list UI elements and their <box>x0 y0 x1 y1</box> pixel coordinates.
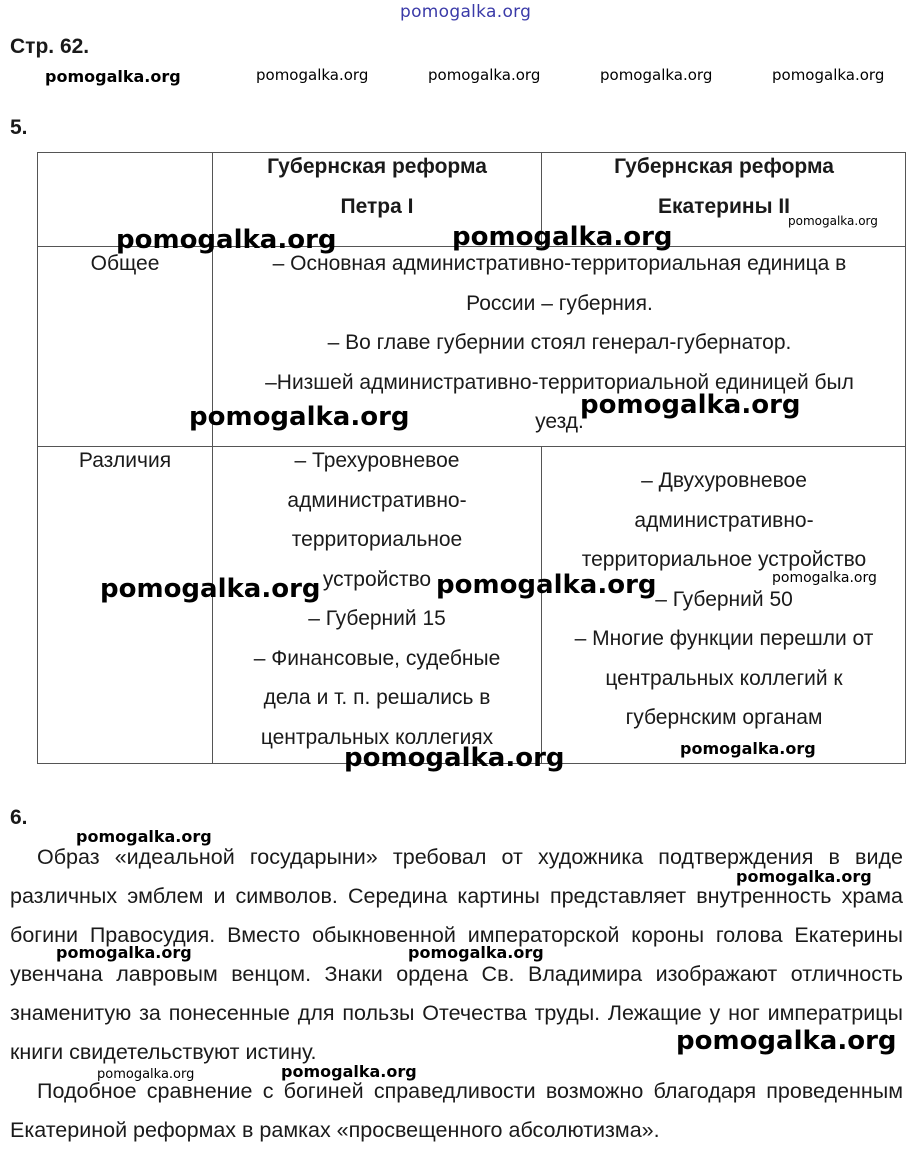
common-line: – Основная административно-территориальная единица в <box>272 252 847 275</box>
difference-line: административно- <box>634 508 814 532</box>
row-label-differences: Различия <box>78 449 172 472</box>
watermark: pomogalka.org <box>100 574 321 604</box>
common-line: –Низшей административно-территориальной единицей был <box>265 370 854 394</box>
watermark: pomogalka.org <box>76 827 212 846</box>
difference-line: административно- <box>287 488 467 512</box>
watermark: pomogalka.org <box>344 743 565 773</box>
watermark: pomogalka.org <box>56 943 192 962</box>
difference-line: – Двухуровневое <box>641 469 807 492</box>
task-6-number: 6. <box>10 806 28 829</box>
difference-line: центральных коллегий к <box>605 666 843 690</box>
watermark: pomogalka.org <box>676 1026 897 1056</box>
difference-line: – Трехуровневое <box>294 449 460 472</box>
watermark: pomogalka.org <box>281 1062 417 1081</box>
watermark: pomogalka.org <box>736 867 872 886</box>
difference-line: – Губерний 15 <box>308 607 446 630</box>
watermark: pomogalka.org <box>452 222 673 252</box>
watermark: pomogalka.org <box>189 402 410 432</box>
watermark: pomogalka.org <box>97 1067 195 1082</box>
watermark: pomogalka.org <box>772 66 885 84</box>
common-line: уезд. <box>535 410 584 433</box>
difference-line: – Финансовые, судебные <box>253 646 501 670</box>
difference-line: – Губерний 50 <box>655 587 793 611</box>
watermark: pomogalka.org <box>788 214 878 228</box>
difference-line: центральных коллегиях <box>260 725 494 749</box>
difference-line: губернским органам <box>625 706 823 729</box>
page-label: Стр. 62. <box>10 35 90 58</box>
watermark: pomogalka.org <box>45 67 181 86</box>
watermark: pomogalka.org <box>772 570 877 586</box>
difference-line: устройство <box>322 567 432 591</box>
task-5-number: 5. <box>10 116 28 139</box>
common-line: – Во главе губернии стоял генерал-губернатор. <box>327 331 792 354</box>
paragraph: Образ «идеальной государыни» требовал от художника подтверждения в виде различных эмблем и символов. Середина картины представляет внутренность храма богини Правосудия. Вместо обыкновенной императорской короны голова Екатерины увенчана лавровым венцом. Знаки ордена Св. Владимира изображают отличность знаменитую за понесенные для пользы Отечества труды. Лежащие у ног императрицы книги свидетельствуют истину. <box>10 845 903 1064</box>
watermark: pomogalka.org <box>116 225 337 255</box>
header-line: Губернская реформа <box>614 155 834 178</box>
watermark: pomogalka.org <box>680 739 816 758</box>
difference-line: – Многие функции перешли от <box>574 627 874 650</box>
watermark: pomogalka.org <box>408 943 544 962</box>
header-line: Петра I <box>340 194 414 218</box>
header-line: Губернская реформа <box>267 155 487 178</box>
watermark: pomogalka.org <box>428 66 541 84</box>
common-line: России – губерния. <box>466 291 653 315</box>
difference-line: территориальное устройство <box>581 548 867 571</box>
top-watermark-link[interactable]: pomogalka.org <box>400 2 532 22</box>
row-label-common: Общее <box>90 252 160 275</box>
column-header-peter <box>213 147 541 226</box>
watermark: pomogalka.org <box>436 570 657 600</box>
watermark: pomogalka.org <box>600 66 713 84</box>
watermark: pomogalka.org <box>256 66 369 84</box>
watermark: pomogalka.org <box>580 390 801 420</box>
header-line: Екатерины II <box>657 194 791 218</box>
difference-line: территориальное <box>291 528 463 551</box>
paragraph: Подобное сравнение с богиней справедливости возможно благодаря проведенным Екатериной реформах в рамках «просвещенного абсолютизма». <box>10 1079 903 1142</box>
difference-line: дела и т. п. решались в <box>263 686 491 709</box>
